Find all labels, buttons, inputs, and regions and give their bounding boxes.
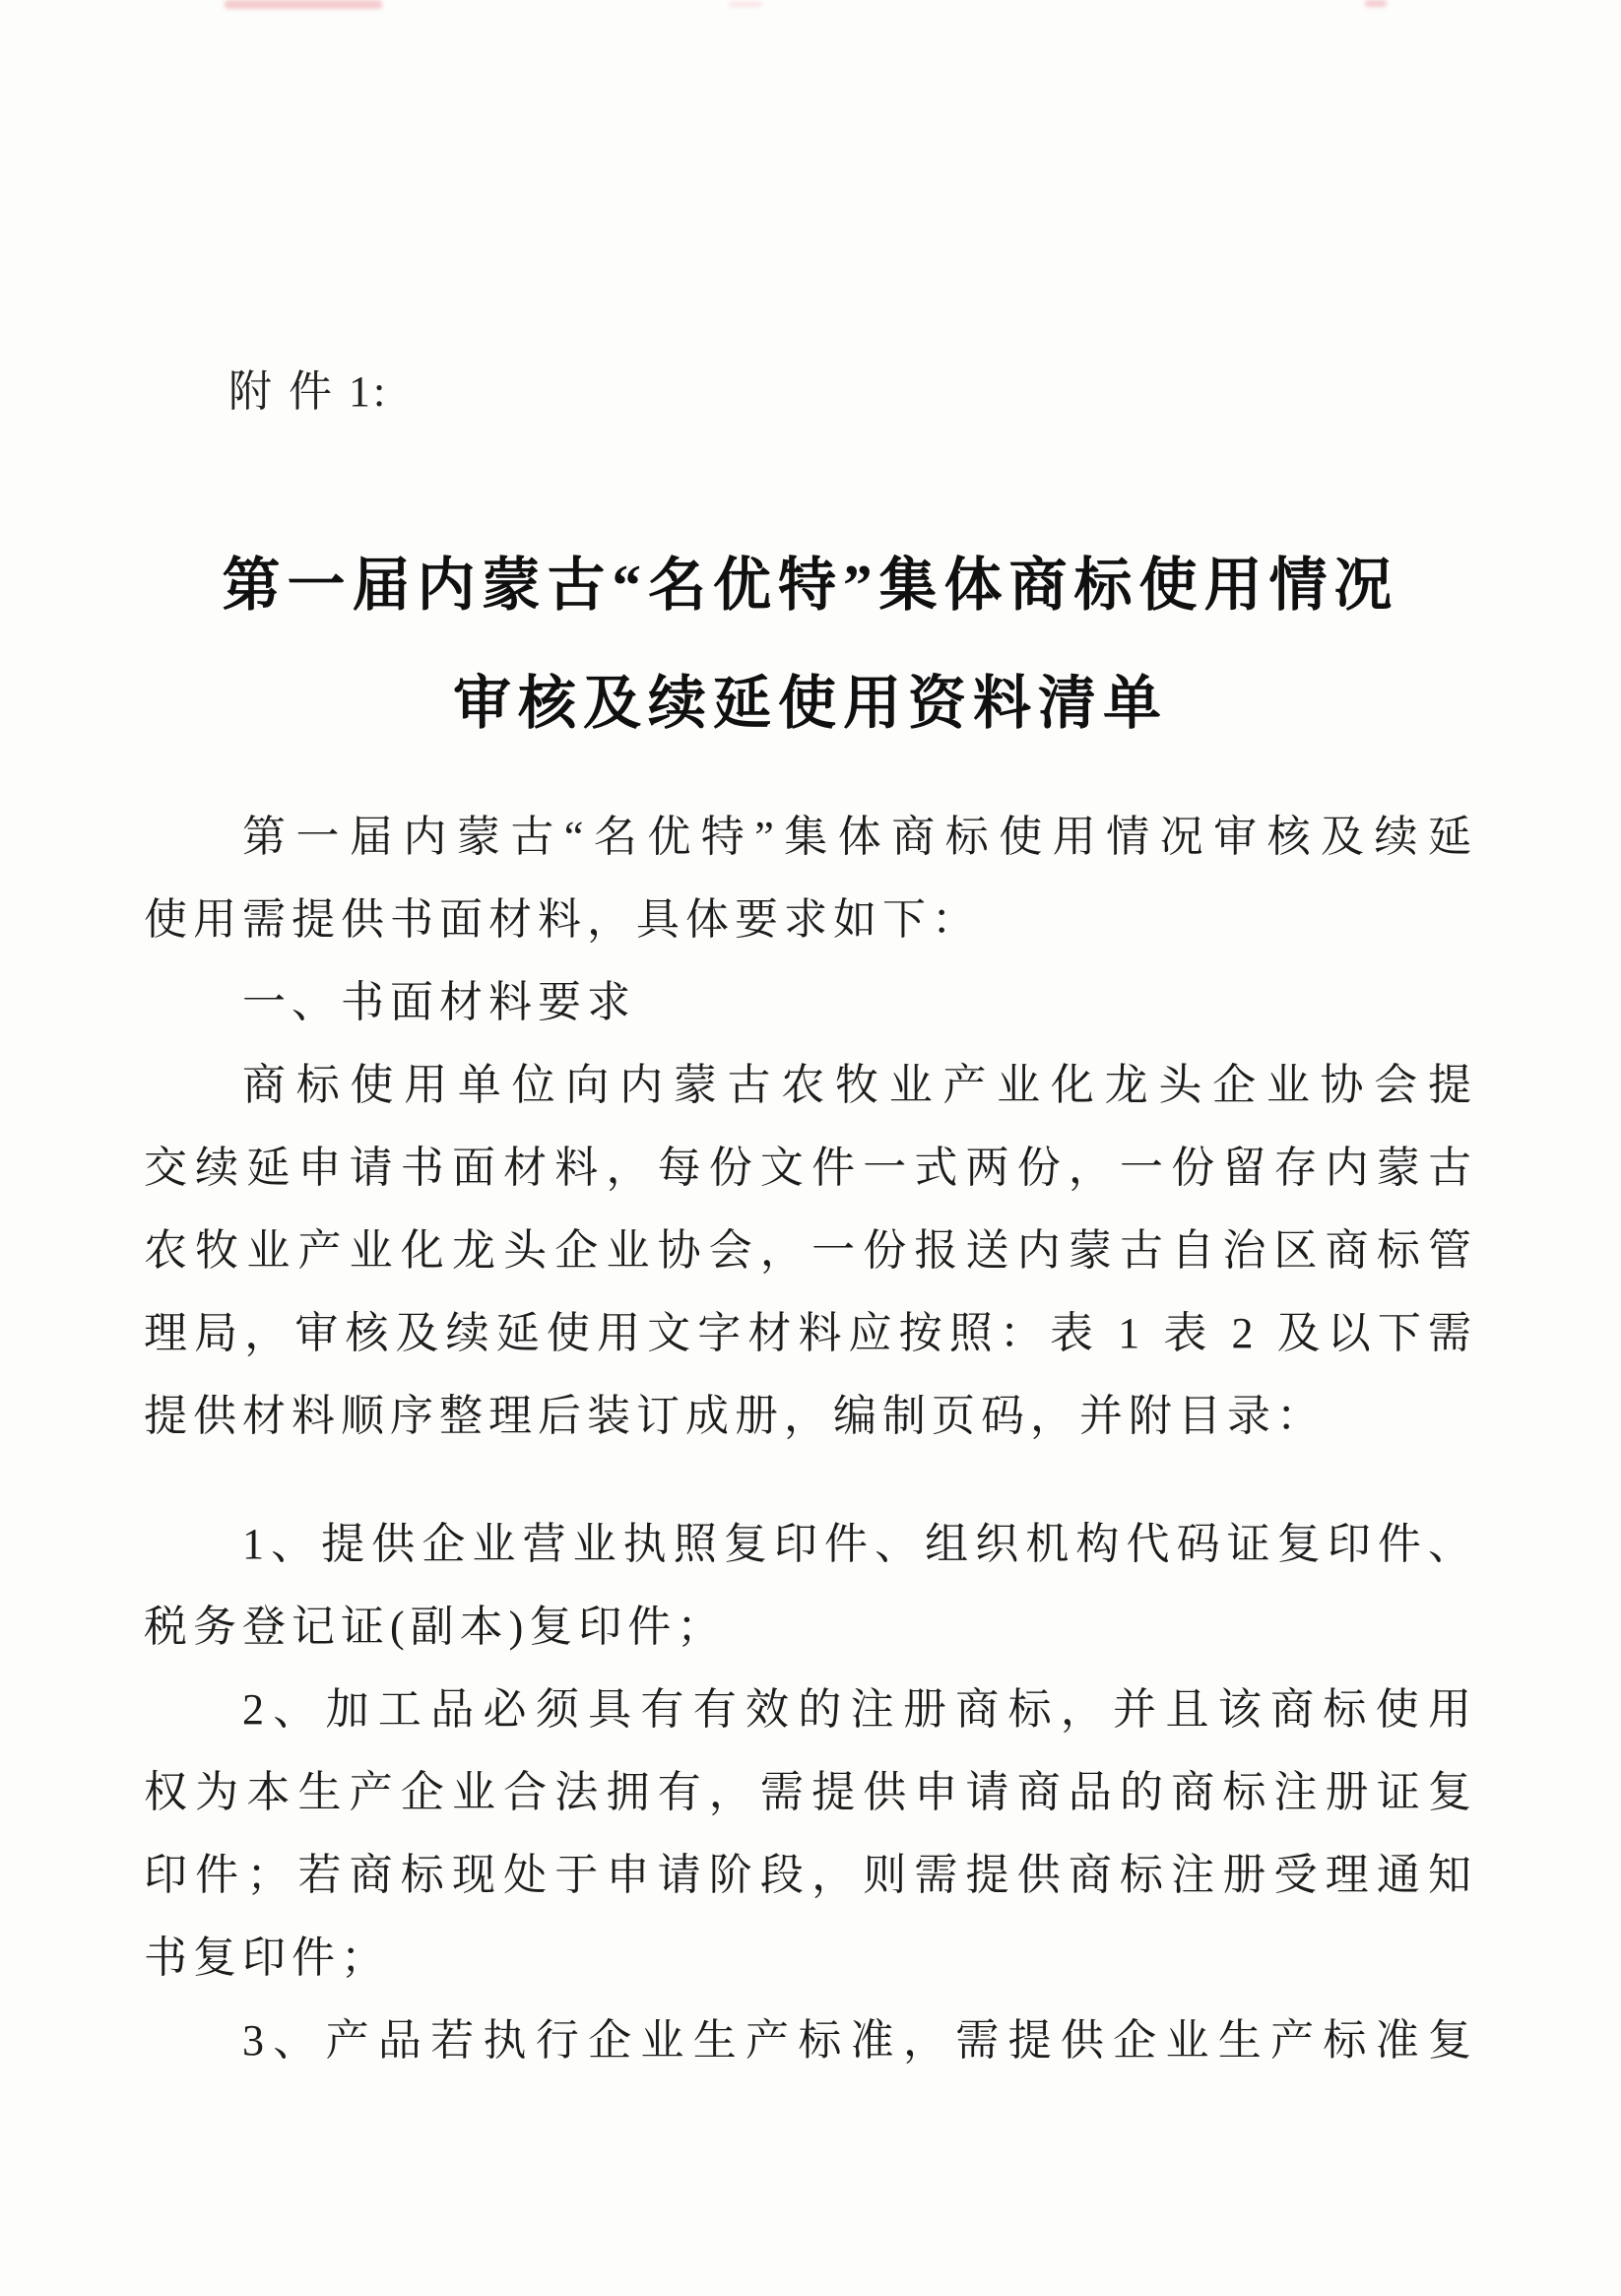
document-title-line1: 第一届内蒙古“名优特”集体商标使用情况 (222, 553, 1399, 618)
body-line: 印件；若商标现处于申请阶段，则需提供商标注册受理通知 (144, 1851, 1477, 1899)
attachment-label: 附 件 1: (228, 367, 389, 416)
body-line: 税务登记证(副本)复印件； (144, 1603, 727, 1651)
body-line: 1、提供企业营业执照复印件、组织机构代码证复印件、 (242, 1520, 1477, 1568)
document-title-line2: 审核及续延使用资料清单 (452, 671, 1168, 736)
body-line: 理局，审核及续延使用文字材料应按照：表 1 表 2 及以下需 (144, 1309, 1477, 1357)
body-line: 书复印件； (144, 1934, 390, 1982)
body-line: 使用需提供书面材料，具体要求如下： (144, 895, 981, 944)
paragraph-intro (144, 796, 1477, 961)
body-line: 一、书面材料要求 (242, 978, 636, 1026)
document-title (144, 526, 1477, 762)
paragraph-section-heading (144, 961, 1477, 1044)
body-line: 权为本生产企业合法拥有，需提供申请商品的商标注册证复 (144, 1768, 1477, 1816)
paragraph-item-2 (144, 1669, 1477, 2000)
document-body (144, 796, 1477, 2082)
body-line: 提供材料顺序整理后装订成册，编制页码，并附目录： (144, 1392, 1326, 1440)
paragraph-item-1 (144, 1503, 1477, 1669)
paragraph-item-3 (144, 2000, 1477, 2082)
body-line: 商标使用单位向内蒙古农牧业产业化龙头企业协会提 (242, 1061, 1477, 1109)
body-line: 交续延申请书面材料，每份文件一式两份，一份留存内蒙古 (144, 1144, 1477, 1192)
body-line: 农牧业产业化龙头企业协会，一份报送内蒙古自治区商标管 (144, 1226, 1477, 1275)
paragraph-requirements (144, 1044, 1477, 1458)
scan-artifact-red-mark (729, 2, 762, 7)
scan-artifact-red-mark (225, 0, 382, 9)
body-line: 第一届内蒙古“名优特”集体商标使用情况审核及续延 (242, 813, 1477, 861)
scan-artifact-red-mark (1365, 0, 1387, 7)
body-line: 2、加工品必须具有有效的注册商标，并且该商标使用 (242, 1685, 1477, 1734)
body-line: 3、产品若执行企业生产标准，需提供企业生产标准复 (242, 2016, 1477, 2065)
